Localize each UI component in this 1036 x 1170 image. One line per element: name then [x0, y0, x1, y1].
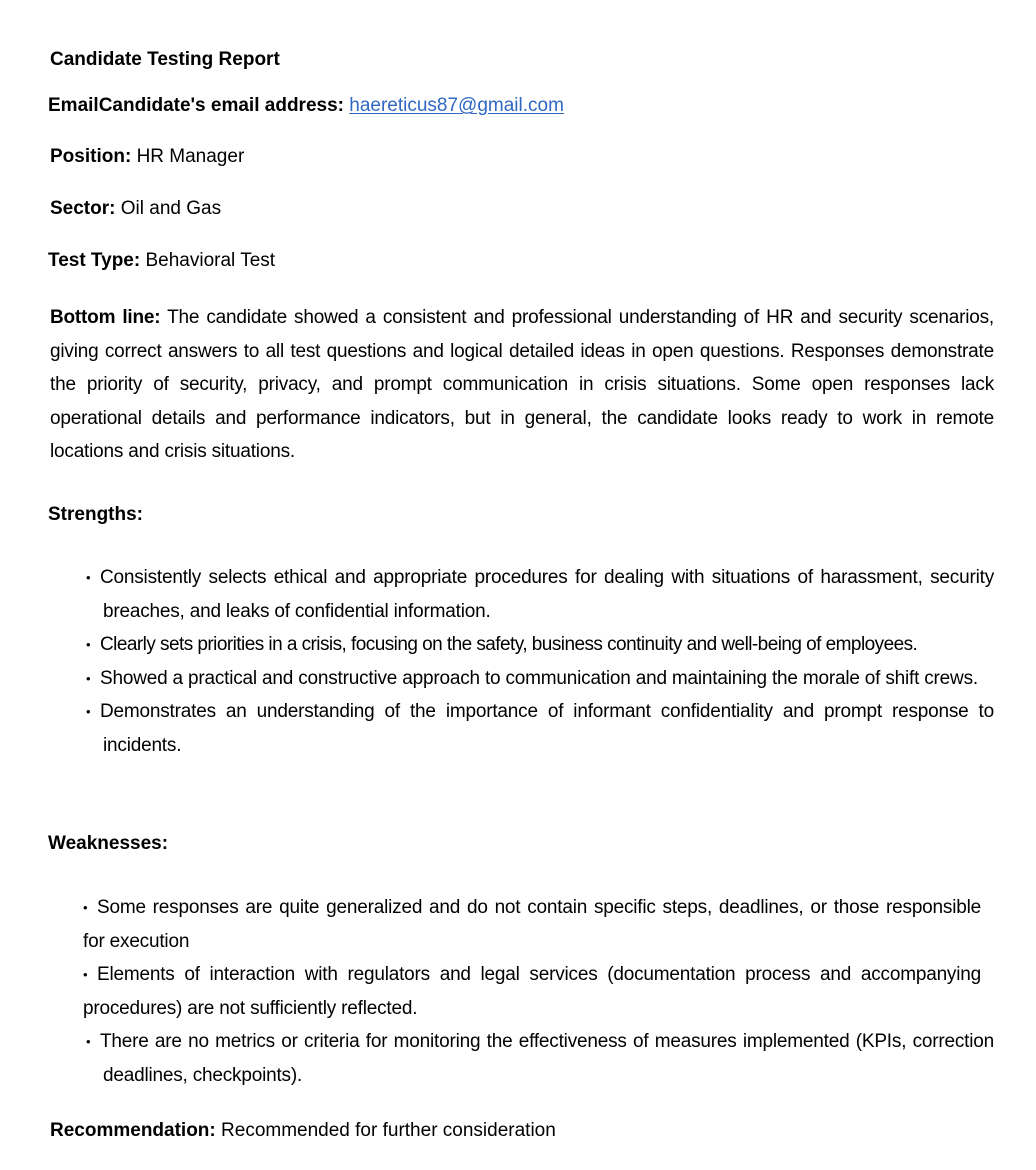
weakness-item: • There are no metrics or criteria for monitoring the effectiveness of measures implemented (KPIs, correction deadlines, checkpoints). — [83, 1025, 994, 1092]
bullet-icon: • — [86, 570, 91, 585]
weakness-item: • Elements of interaction with regulators and legal services (documentation process and accompanying procedures) are not sufficiently reflected. — [83, 958, 994, 1025]
recommendation-value: Recommended for further consideration — [221, 1120, 556, 1141]
position-label: Position: — [50, 146, 132, 167]
bullet-icon: • — [83, 967, 88, 983]
weakness-item: • Some responses are quite generalized and do not contain specific steps, deadlines, or those responsible for execution — [83, 891, 994, 958]
recommendation-label: Recommendation: — [50, 1120, 216, 1141]
bullet-icon: • — [86, 1034, 91, 1050]
bottom-line-paragraph — [50, 301, 994, 469]
strength-item: • Demonstrates an understanding of the importance of informant confidentiality and prompt response to incidents. — [83, 695, 994, 762]
sector-label: Sector: — [50, 198, 116, 219]
sector-value: Oil and Gas — [120, 198, 222, 219]
strength-item: • Showed a practical and constructive approach to communication and maintaining the morale of shift crews. — [83, 662, 994, 696]
test-type-label: Test Type: — [48, 250, 141, 271]
position-value: HR Manager — [136, 146, 245, 167]
bullet-icon: • — [86, 704, 91, 720]
strengths-list — [83, 561, 994, 763]
test-type-value: Behavioral Test — [145, 250, 276, 271]
weaknesses-heading: Weaknesses: — [48, 833, 169, 854]
test-type-row — [48, 249, 275, 273]
bottom-line-label: Bottom line: — [50, 307, 161, 328]
strength-item: • Consistently selects ethical and appropriate procedures for dealing with situations of harassment, security breaches, and leaks of confidential information. — [83, 561, 994, 628]
email-link[interactable]: haereticus87@gmail.com — [349, 95, 564, 116]
bottom-line-text: The candidate showed a consistent and professional understanding of HR and security scenarios, giving correct answers to all test questions and logical detailed ideas in open questions. Responses demonstrate the priority of security, privacy, and prompt communication in crisis situations. Some open responses lack operational details and performance indicators, but in general, the candidate looks ready to work in remote locations and crisis situations. — [50, 307, 994, 463]
bullet-icon: • — [83, 900, 88, 915]
bullet-icon: • — [86, 637, 91, 653]
recommendation-row — [50, 1119, 556, 1143]
email-row — [48, 94, 564, 118]
sector-row — [50, 197, 221, 221]
strengths-heading: Strengths: — [48, 504, 143, 525]
strength-item: • Clearly sets priorities in a crisis, focusing on the safety, business continuity and well-being of employees. — [83, 628, 994, 662]
email-label: EmailCandidate's email address: — [48, 95, 344, 116]
report-title: Candidate Testing Report — [50, 49, 280, 70]
bullet-icon: • — [86, 670, 91, 686]
position-row — [50, 145, 244, 169]
weaknesses-list — [83, 891, 994, 1093]
